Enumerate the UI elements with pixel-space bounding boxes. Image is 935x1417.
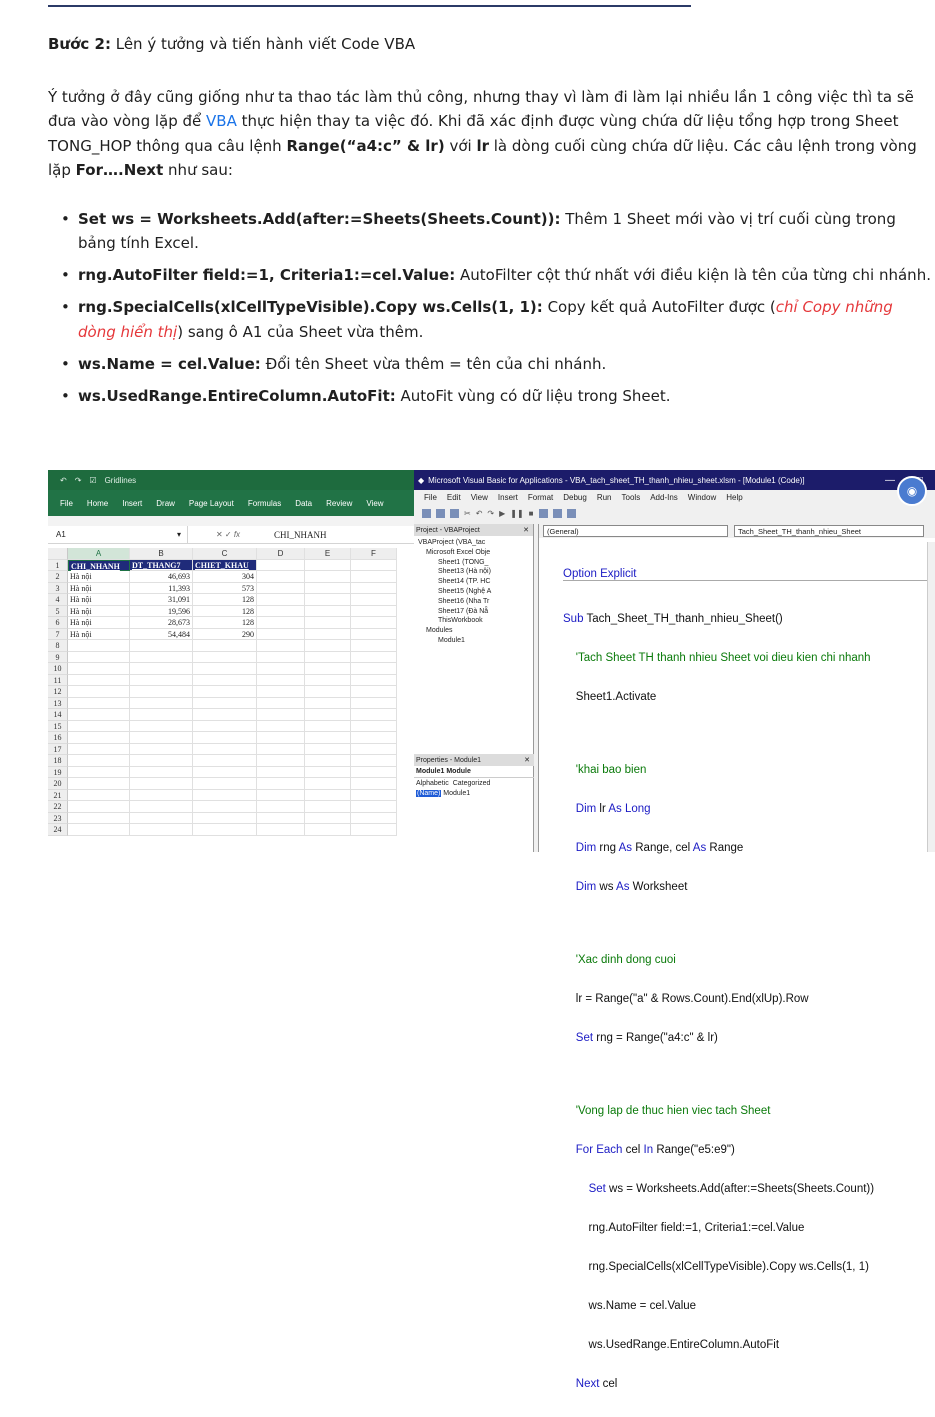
section-divider: [48, 5, 691, 7]
cell[interactable]: CHIET_KHAU: [193, 560, 257, 572]
project-tree[interactable]: [414, 536, 533, 646]
code-line: Sheet1.Activate: [563, 691, 657, 703]
scrollbar[interactable]: [927, 542, 935, 852]
save-icon[interactable]: [450, 509, 459, 518]
code-line: Set rng = Range("a4:c" & lr): [575, 1032, 718, 1044]
table-row: 5 Hà nội 19,596 128: [48, 606, 414, 618]
column-header[interactable]: D: [257, 548, 305, 560]
properties-object-select[interactable]: Module1 Module: [416, 768, 471, 775]
tab-alphabetic[interactable]: Alphabetic: [416, 780, 449, 787]
undo-icon[interactable]: ↶: [475, 508, 483, 518]
cell[interactable]: Hà nội: [68, 571, 130, 583]
cell[interactable]: 54,484: [130, 629, 193, 641]
vba-screenshot: [48, 470, 935, 1390]
code-line: 'Tach Sheet TH thanh nhieu Sheet voi dieu kien chi nhanh: [563, 652, 871, 664]
column-header[interactable]: E: [305, 548, 351, 560]
vba-link[interactable]: VBA: [206, 112, 237, 130]
table-row: 2 Hà nội 46,693 304: [48, 571, 414, 583]
list-item: • ws.Name = cel.Value: Đổi tên Sheet vừa thêm = tên của chi nhánh.: [48, 352, 935, 377]
cut-icon[interactable]: ✂: [464, 508, 471, 518]
avatar[interactable]: ◉: [897, 476, 927, 506]
vbe-menu-bar: [414, 490, 935, 504]
cell[interactable]: 128: [193, 617, 257, 629]
code-line: Dim lr As Long: [575, 803, 651, 815]
table-row: 1 CHI_NHANH DT_THANG7 CHIET_KHAU: [48, 560, 414, 572]
tab-view[interactable]: View: [366, 498, 384, 508]
code-line: Sub Tach_Sheet_TH_thanh_nhieu_Sheet(): [563, 613, 783, 625]
redo-icon[interactable]: ↷: [74, 475, 82, 485]
project-explorer: Project - VBAProject ✕ VBAProject (VBA_tac Microsoft Excel Obje Sheet1 (TONG_ Sheet13 (Hà nội) Sheet14 (TP. HC Sheet15 (Nghệ A Sheet16 (Nha Tr Sheet17 (Đà Nẵ ThisWorkbook Modules Module1 Properties - Module1 ✕ Module1 Module Alphabetic Categorized (Name) Module1: [414, 524, 534, 852]
table-row: 7 Hà nội 54,484 290: [48, 629, 414, 641]
cell[interactable]: Hà nội: [68, 606, 130, 618]
menu-help[interactable]: Help: [726, 492, 743, 502]
cell[interactable]: 31,091: [130, 594, 193, 606]
tab-review[interactable]: Review: [326, 498, 353, 508]
table-row: 4 Hà nội 31,091 128: [48, 594, 414, 606]
tree-item[interactable]: Sheet13 (Hà nội): [438, 568, 491, 576]
redo-icon[interactable]: ↷: [487, 508, 495, 518]
cell[interactable]: DT_THANG7: [130, 560, 193, 572]
statement-list: [48, 207, 935, 409]
properties-icon[interactable]: [567, 509, 576, 518]
project-explorer-icon[interactable]: [553, 509, 562, 518]
tab-draw[interactable]: Draw: [156, 498, 175, 508]
code-line: Option Explicit: [563, 568, 935, 581]
tab-file[interactable]: File: [60, 498, 73, 508]
tab-formulas[interactable]: Formulas: [247, 498, 282, 508]
code-line: lr = Range("a" & Rows.Count).End(xlUp).Row: [563, 993, 809, 1005]
vbe-title-bar: ◆ Microsoft Visual Basic for Applications - VBA_tach_sheet_TH_thanh_nhieu_sheet.xlsm - [Module1 (Code)] —: [414, 470, 935, 490]
object-dropdown[interactable]: (General): [543, 525, 728, 537]
tab-categorized[interactable]: Categorized: [452, 780, 491, 787]
article-body: [48, 30, 935, 416]
code-editor[interactable]: [539, 542, 935, 1417]
code-line: rng.AutoFilter field:=1, Criteria1:=cel.Value: [563, 1222, 805, 1234]
tree-item[interactable]: Sheet15 (Nghệ A: [438, 587, 492, 595]
run-icon[interactable]: ▶: [499, 508, 506, 518]
code-line: 'khai bao bien: [563, 764, 647, 776]
code-line: 'Xac dinh dong cuoi: [563, 954, 676, 966]
checkbox-icon[interactable]: ☑: [89, 475, 97, 485]
minimize-icon[interactable]: —: [884, 474, 895, 486]
code-line: Dim rng As Range, cel As Range: [575, 842, 744, 854]
code-line: ws.Name = cel.Value: [563, 1300, 697, 1312]
excel-ribbon-tabs: [48, 490, 414, 516]
properties-pane: Properties - Module1 ✕ Module1 Module Alphabetic Categorized (Name) Module1: [414, 754, 534, 798]
tree-item[interactable]: Sheet14 (TP. HC: [438, 578, 491, 586]
close-icon[interactable]: ✕: [524, 757, 530, 764]
code-line: rng.SpecialCells(xlCellTypeVisible).Copy ws.Cells(1, 1): [563, 1261, 869, 1273]
menu-tools[interactable]: Tools: [621, 492, 641, 502]
menu-view[interactable]: View: [470, 492, 488, 502]
list-item: • Set ws = Worksheets.Add(after:=Sheets(Sheets.Count)): Thêm 1 Sheet mới vào vị trí cuối cùng trong bảng tính Excel.: [48, 207, 935, 256]
insert-module-icon[interactable]: [436, 509, 445, 518]
chevron-down-icon: ▾: [176, 530, 181, 539]
cell[interactable]: 46,693: [130, 571, 193, 583]
tab-data[interactable]: Data: [295, 498, 313, 508]
tree-item[interactable]: Modules: [426, 627, 453, 635]
tree-item[interactable]: Microsoft Excel Obje: [426, 548, 491, 556]
menu-insert[interactable]: Insert: [497, 492, 518, 502]
excel-quick-access: [48, 470, 414, 490]
tab-home[interactable]: Home: [86, 498, 109, 508]
menu-add-ins[interactable]: Add-Ins: [650, 492, 678, 502]
cell[interactable]: 573: [193, 583, 257, 595]
code-line: For Each cel In Range("e5:e9"): [575, 1144, 735, 1156]
column-header[interactable]: A: [68, 548, 130, 560]
close-icon[interactable]: ✕: [523, 527, 529, 534]
code-line: Dim ws As Worksheet: [575, 881, 688, 893]
list-item: • rng.SpecialCells(xlCellTypeVisible).Copy ws.Cells(1, 1): Copy kết quả AutoFilter được (chỉ Copy những dòng hiển thị) sang ô A1 của Sheet vừa thêm.: [48, 295, 935, 344]
name-box[interactable]: A1 ▾: [48, 526, 188, 543]
cell[interactable]: Hà nội: [68, 594, 130, 606]
table-row: 6 Hà nội 28,673 128: [48, 617, 414, 629]
cell[interactable]: 128: [193, 594, 257, 606]
formula-bar: [48, 526, 414, 544]
vba-app-icon: ◆: [418, 475, 425, 485]
vbe-toolbar: [414, 504, 935, 522]
cell[interactable]: 128: [193, 606, 257, 618]
excel-icon[interactable]: [422, 509, 431, 518]
cell[interactable]: 304: [193, 571, 257, 583]
excel-window: [48, 470, 414, 852]
tree-item[interactable]: Sheet1 (TONG_: [438, 558, 489, 566]
gridlines-toggle[interactable]: Gridlines: [104, 475, 137, 485]
tab-insert[interactable]: Insert: [122, 498, 143, 508]
cell[interactable]: 28,673: [130, 617, 193, 629]
tree-item[interactable]: Module1: [438, 636, 465, 644]
code-window: [538, 524, 935, 1390]
cell[interactable]: Hà nội: [68, 629, 130, 641]
spreadsheet-grid[interactable]: A B C D E F 1 CHI_NHANH DT_THANG7 CHIET_KHAU 2 Hà nội 46,693 304 3 Hà nội 11,393 573 4 Hà nội 31,091 128 5 Hà nội 19,596 128 6 Hà nội 28,673 128 7 Hà nội 54,484 290 8 9 10 11 12 13 14 15 16 17 18 19 20 21 22 23 24: [48, 548, 414, 836]
menu-run[interactable]: Run: [596, 492, 612, 502]
cell[interactable]: CHI_NHANH: [68, 560, 130, 572]
list-item: • ws.UsedRange.EntireColumn.AutoFit: AutoFit vùng có dữ liệu trong Sheet.: [48, 384, 935, 409]
tree-item[interactable]: Sheet17 (Đà Nẵ: [438, 607, 489, 615]
list-item: • rng.AutoFilter field:=1, Criteria1:=cel.Value: AutoFilter cột thứ nhất với điều kiện là tên của từng chi nhánh.: [48, 263, 935, 288]
step-heading: Bước 2: Lên ý tưởng và tiến hành viết Code VBA: [48, 35, 416, 53]
code-line: Next cel: [575, 1378, 618, 1390]
table-row: 3 Hà nội 11,393 573: [48, 583, 414, 595]
property-key[interactable]: (Name): [417, 790, 441, 797]
undo-icon[interactable]: ↶: [60, 475, 67, 485]
tree-item[interactable]: Sheet16 (Nha Tr: [438, 597, 490, 605]
code-line: 'Vong lap de thuc hien viec tach Sheet: [563, 1105, 771, 1117]
code-line: ws.UsedRange.EntireColumn.AutoFit: [563, 1339, 780, 1351]
intro-paragraph: Ý tưởng ở đây cũng giống như ta thao tác làm thủ công, nhưng thay vì làm đi làm lại nhiều lần 1 công việc thì ta sẽ đưa vào vòng lặp để VBA thực hiện thay ta việc đó. Khi đã xác định được vùng chứa dữ liệu tổng hợp trong Sheet TONG_HOP thông qua câu lệnh Range(“a4:c” & lr) với lr là dòng cuối cùng chứa dữ liệu. Các câu lệnh trong vòng lặp For….Next như sau:: [48, 87, 917, 179]
fx-icon[interactable]: ✕ ✓ fx: [215, 530, 241, 539]
vba-editor-window: [414, 470, 935, 1390]
menu-edit[interactable]: Edit: [446, 492, 461, 502]
menu-window[interactable]: Window: [687, 492, 717, 502]
tab-page-layout[interactable]: Page Layout: [188, 498, 234, 508]
cell[interactable]: 11,393: [130, 583, 193, 595]
cell[interactable]: Hà nội: [68, 617, 130, 629]
cell[interactable]: 19,596: [130, 606, 193, 618]
tree-item[interactable]: ThisWorkbook: [438, 617, 483, 625]
menu-file[interactable]: File: [424, 492, 437, 502]
column-header[interactable]: B: [130, 548, 193, 560]
stop-icon[interactable]: ■: [528, 508, 534, 518]
cell[interactable]: Hà nội: [68, 583, 130, 595]
menu-debug[interactable]: Debug: [563, 492, 587, 502]
code-line: Set ws = Worksheets.Add(after:=Sheets(Sheets.Count)): [588, 1183, 875, 1195]
cell[interactable]: 290: [193, 629, 257, 641]
pause-icon[interactable]: ❚❚: [510, 508, 524, 518]
procedure-dropdown[interactable]: Tach_Sheet_TH_thanh_nhieu_Sheet: [734, 525, 924, 537]
column-header[interactable]: F: [351, 548, 397, 560]
tree-item[interactable]: VBAProject (VBA_tac: [418, 539, 486, 546]
formula-input[interactable]: CHI_NHANH: [274, 529, 327, 540]
property-value[interactable]: Module1: [443, 790, 471, 797]
design-mode-icon[interactable]: [539, 509, 548, 518]
menu-format[interactable]: Format: [527, 492, 554, 502]
column-header[interactable]: C: [193, 548, 257, 560]
